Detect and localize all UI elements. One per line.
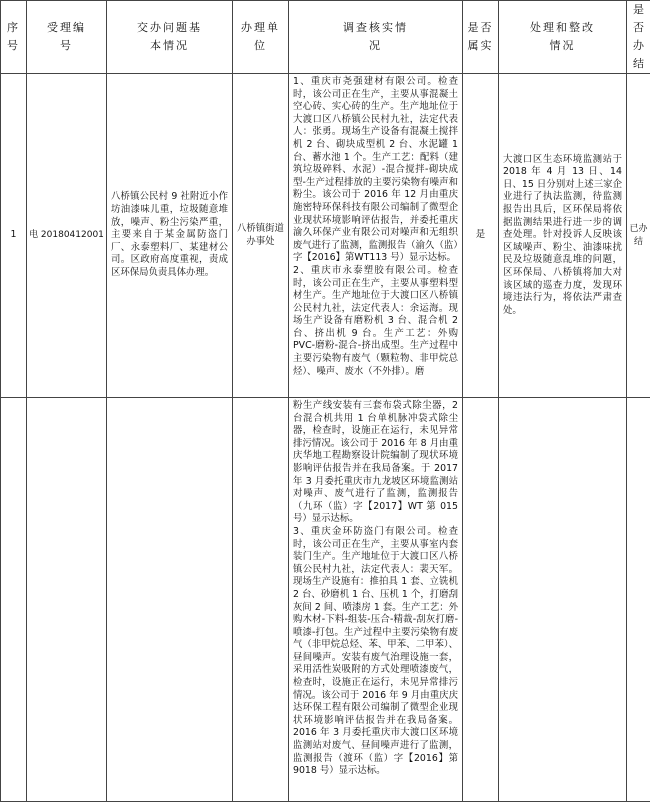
empty-cell (1, 398, 27, 802)
empty-cell (27, 398, 107, 802)
row-true: 是 (463, 74, 499, 398)
row-survey-continued (289, 398, 463, 802)
header-true: 是否属实 (463, 1, 499, 74)
header-closed: 是否办结 (627, 1, 650, 74)
empty-cell (627, 398, 650, 802)
row-case-no: 电 20180412001 (27, 74, 107, 398)
header-issue: 交办问题基本情况 (107, 1, 233, 74)
table-row-continued (1, 398, 650, 802)
row-seq: 1 (1, 74, 27, 398)
header-seq: 序号 (1, 1, 27, 74)
header-row (1, 1, 650, 74)
survey-paragraph: 1、重庆市尧强建材有限公司。检查时，该公司正在生产，主要从事混凝土空心砖、实心砖的生产。生产地址位于大渡口区八桥镇公民村九社，法定代表人：张勇。现场生产设备有混凝土搅拌机 2 台、砌块成型机 2 台、水泥罐 1 台、蓄水池 1 个。生产工艺：配料（建筑垃圾碎料、水泥）-混合搅拌-砌块成型-生产过程排放的主要污染物有噪声和粉尘。该公司于 2016 年 12 月由重庆施密特环保科技有限公司编制了微型企业现状环境影响评估报告，并委托重庆渝久环保产业有限公司对噪声和无组织废气进行了监测，监测报告（渝久（监）字【2016】第WT113 号）显示达标。 (293, 76, 458, 265)
survey-paragraph: 2、重庆市永泰塑胶有限公司。检查时，该公司正在生产，主要从事塑料型材生产。生产地址位于大渡口区八桥镇公民村九社，法定代表人：余运海。现场生产设备有磨粉机 3 台、混合机 2 台、挤出机 9 台。生产工艺：外购 PVC-磨粉-混合-挤出成型。生产过程中主要污染物有废气（颗粒物、非甲烷总烃）、噪声、废水（不外排）。磨 (293, 265, 458, 378)
empty-cell (463, 398, 499, 802)
empty-cell (499, 398, 627, 802)
header-handling: 处理和整改情况 (499, 1, 627, 74)
row-unit: 八桥镇街道办事处 (233, 74, 289, 398)
row-issue: 八桥镇公民村 9 社附近小作坊油漆味儿重，垃圾随意堆放，噪声、粉尘污染严重，主要来自于某金属防盗门厂、永泰塑料厂、某建材公司。区政府高度重视，责成区环保局负责具体办理。 (107, 74, 233, 398)
header-unit: 办理单位 (233, 1, 289, 74)
header-case-no: 受理编号 (27, 1, 107, 74)
table-row (1, 74, 650, 398)
row-survey (289, 74, 463, 398)
row-closed: 已办结 (627, 74, 650, 398)
row-handling: 大渡口区生态环境监测站于 2018 年 4 月 13 日、14 日、15 日分别对上述三家企业进行了执法监测，待监测报告出具后，区环保局将依据监测结果进行进一步的调查处理。针对投诉人反映该区域噪声、粉尘、油漆味扰民及垃圾随意乱堆的问题，区环保局、八桥镇将加大对该区域的巡查力度，发现环境违法行为，将依法严肃查处。 (499, 74, 627, 398)
empty-cell (107, 398, 233, 802)
header-survey: 调查核实情况 (289, 1, 463, 74)
survey-paragraph: 3、重庆金环防盗门有限公司。检查时，该公司正在生产，主要从事室内套装门生产。生产地址位于大渡口区八桥镇公民村九社，法定代表人：裴天军。现场生产设施有：推拍具 1 套、立铣机 2 台、砂磨机 1 台、压机 1 个，打磨刮灰间 2 间、喷漆房 1 套。生产工艺：外购木材-下料-组装-压合-精裁-刮灰打磨-喷漆-打包。生产过程中主要污染物有废气（非甲烷总烃、苯、甲苯、二甲苯）、昼间噪声。安装有废气治理设施一套，采用活性炭吸附的方式处理喷漆废气，检查时，设施正在运行，未见异常排污情况。该公司于 2016 年 9 月由重庆庆达环保工程有限公司编制了微型企业现状环境影响评估报告并在我局备案。2016 年 3 月委托重庆市大渡口区环境监测站对废气、昼间噪声进行了监测，监测报告（渡环（监）字【2016】第 9018 号）显示达标。 (293, 526, 458, 778)
empty-cell (233, 398, 289, 802)
survey-paragraph: 粉生产线安装有三套布袋式除尘器，2 台混合机共用 1 台单机脉冲袋式除尘器，检查时，设施正在运行，未见异常排污情况。该公司于 2016 年 8 月由重庆华地工程勘察设计院编制了现状环境影响评估报告并在我局备案。于 2017 年 3 月委托重庆市九龙坡区环境监测站对噪声、废气进行了监测，监测报告（九环（监）字【2017】WT 第 015 号）显示达标。 (293, 400, 458, 526)
